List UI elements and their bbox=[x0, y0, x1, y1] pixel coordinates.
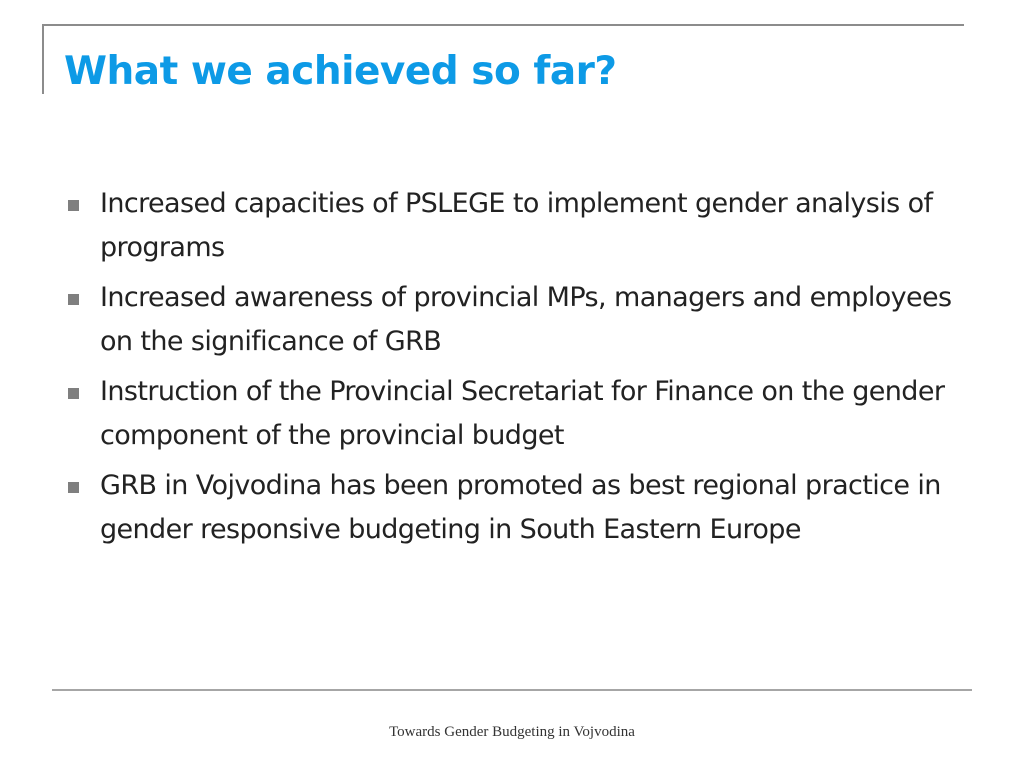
square-bullet-icon bbox=[68, 294, 79, 305]
frame-top-border bbox=[42, 24, 964, 26]
bullet-item bbox=[64, 370, 964, 458]
footer-divider bbox=[52, 689, 972, 691]
bullet-list bbox=[64, 182, 964, 558]
square-bullet-icon bbox=[68, 482, 79, 493]
slide-title: What we achieved so far? bbox=[64, 49, 617, 94]
slide-footer: Towards Gender Budgeting in Vojvodina bbox=[389, 724, 635, 740]
bullet-item bbox=[64, 276, 964, 364]
bullet-text: GRB in Vojvodina has been promoted as best regional practice in gender responsive budgeting in South Eastern Europe bbox=[100, 470, 941, 545]
bullet-item bbox=[64, 182, 964, 270]
square-bullet-icon bbox=[68, 200, 79, 211]
frame-left-border bbox=[42, 24, 44, 94]
bullet-item bbox=[64, 464, 964, 552]
bullet-text: Increased capacities of PSLEGE to implement gender analysis of programs bbox=[100, 188, 933, 263]
square-bullet-icon bbox=[68, 388, 79, 399]
bullet-text: Increased awareness of provincial MPs, managers and employees on the significance of GRB bbox=[100, 282, 952, 357]
bullet-text: Instruction of the Provincial Secretariat for Finance on the gender component of the provincial budget bbox=[100, 376, 945, 451]
